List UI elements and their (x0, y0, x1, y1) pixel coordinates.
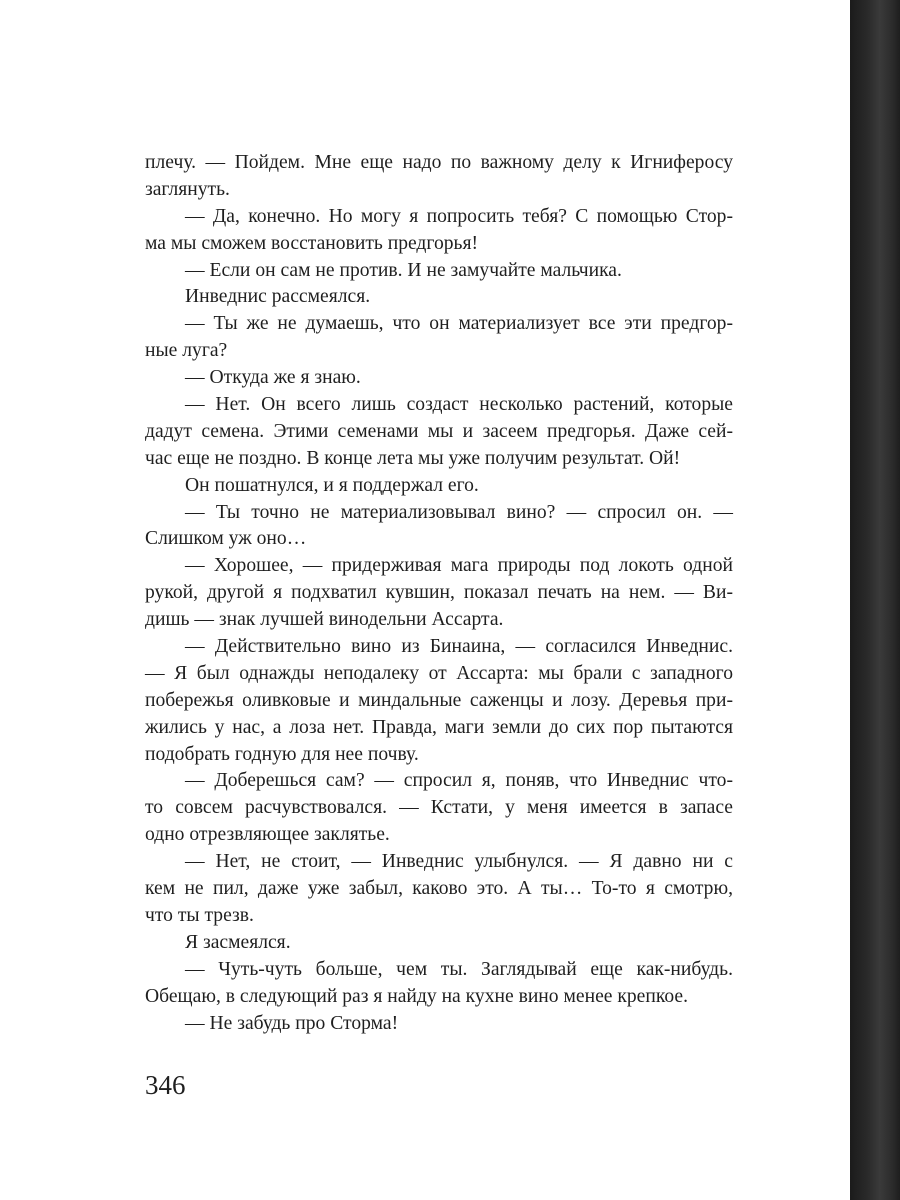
text-line: ма мы сможем восстановить предгорья! (145, 232, 479, 254)
text-line: — Я был однажды неподалеку от Ассарта: мы брали с западного (145, 662, 733, 684)
text-line: заглянуть. (145, 178, 230, 200)
text-line: — Нет. Он всего лишь создаст несколько растений, которые (185, 394, 733, 416)
text-line: — Хорошее, — придерживая мага природы под локоть одной (185, 555, 733, 577)
text-line: — Нет, не стоит, — Инведнис улыбнулся. — Я давно ни с (185, 851, 733, 873)
text-line: рукой, другой я подхватил кувшин, показал печать на нем. — Ви- (145, 582, 733, 604)
text-line: — Чуть-чуть больше, чем ты. Заглядывай еще как-нибудь. (185, 958, 733, 980)
text-line: — Откуда же я знаю. (185, 367, 361, 389)
text-line: — Не забудь про Сторма! (185, 1012, 399, 1034)
text-line: жились у нас, а лоза нет. Правда, маги земли до сих пор пытаются (145, 716, 733, 738)
text-line: дишь — знак лучшей винодельни Ассарта. (145, 609, 504, 631)
text-line: Я засмеялся. (185, 931, 291, 953)
text-line: одно отрезвляющее заклятье. (145, 824, 390, 846)
text-line: — Ты же не думаешь, что он материализует все эти предгор- (185, 313, 733, 335)
text-line: то совсем расчувствовался. — Кстати, у меня имеется в запасе (145, 797, 733, 819)
book-spine-shadow (850, 0, 900, 1200)
text-line: час еще не поздно. В конце лета мы уже получим результат. Ой! (145, 447, 681, 469)
text-line: кем не пил, даже уже забыл, каково это. А ты… То-то я смотрю, (145, 878, 733, 900)
page-text (145, 150, 733, 1037)
text-line: Слишком уж оно… (145, 528, 307, 550)
text-line: — Ты точно не материализовывал вино? — спросил он. — (185, 501, 733, 523)
text-line: Обещаю, в следующий раз я найду на кухне вино менее крепкое. (145, 985, 689, 1007)
text-line: подобрать годную для нее почву. (145, 743, 419, 765)
text-line: — Если он сам не против. И не замучайте мальчика. (185, 259, 622, 281)
text-line: ные луга? (145, 340, 228, 362)
page-number: 346 (145, 1070, 186, 1100)
text-line: — Доберешься сам? — спросил я, поняв, что Инведнис что- (185, 770, 733, 792)
text-line: плечу. — Пойдем. Мне еще надо по важному делу к Игниферосу (145, 152, 733, 173)
text-line: побережья оливковые и миндальные саженцы и лозу. Деревья при- (145, 689, 733, 711)
text-line: Он пошатнулся, и я поддержал его. (185, 474, 479, 496)
text-line: — Действительно вино из Бинаина, — согласился Инведнис. (185, 636, 733, 658)
text-line: Инведнис рассмеялся. (185, 286, 371, 308)
text-line: что ты трезв. (145, 904, 254, 926)
text-line: — Да, конечно. Но могу я попросить тебя? С помощью Стор- (185, 205, 733, 227)
text-line: дадут семена. Этими семенами мы и засеем предгорья. Даже сей- (145, 420, 733, 442)
